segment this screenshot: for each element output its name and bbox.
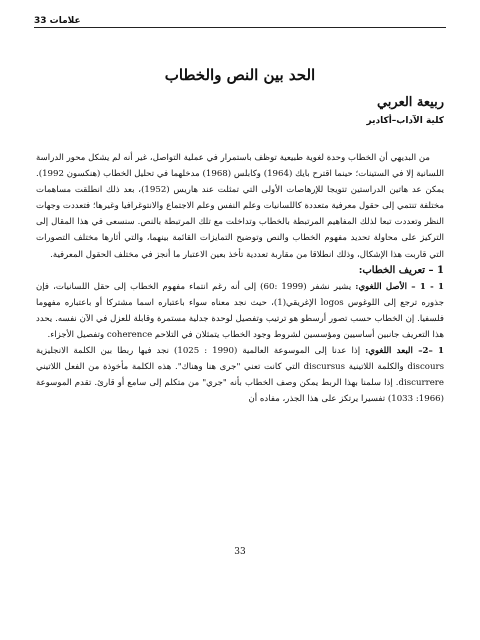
paragraph-1-1 [36,279,444,343]
subheading-1-1: 1 - 1 – الأصل اللغوي: [355,281,444,292]
intro-paragraph: من البديهي أن الخطاب وحدة لغوية طبيعية توظف باستمرار في عملية التواصل، غير أنه لم يشكل محور الدراسة اللسانية إلا في الستينات؛ حينما اقترح بايك (1964) وكابلس (1968) مدخلهما في تحليل الخطاب (هنكسون 1992). يمكن عد هاتين الدراستين تتويجا للإرهاصات الأولى التي تمثلت عند هاريس (1952)، بعد ذلك انطلقت مساهمات مختلفة تنتمي إلى حقول معرفية متعددة كاللسانيات وعلم النفس وعلم الاجتماع والانتوغرافيا وغيرها؛ فتعددت وجهات النظر وتعددت تبعا لذلك المفاهيم المرتبطة بالخطاب وتداخلت مع تلك المرتبطة بالنص. سنسعى في هذا المقال إلى التركيز على محاولة تحديد مفهوم الخطاب والنص وتوضيح التمايزات القائمة بينهما، والتي أثارها مختلف التصورات التي قاربت هذا الإشكال، وذلك انطلاقا من مقاربة تعددية تأخذ بعين الاعتبار ما أنجز في مختلف الحقول المعرفية. [36,153,445,260]
header-rule [34,27,446,28]
author-affiliation: كلية الآداب–أكادير [366,116,444,126]
section-heading [36,263,444,279]
paragraph-1-1-text: يشير نشفر (1999 :60) إلى أنه رغم انتماء مفهوم الخطاب إلى حقل اللسانيات، فإن جذوره ترجع إلى اللوغوس logos الإغريقي(1)، حيث نجد معناه سواء باعتباره اسما مشتركا أو باعتباره مفهوما فلسفيا. إن الخطاب حسب تصور أرسطو هو ترتيب وتفصيل لوحدة جدلية مستمرة وقابلة للعزل في الآن نفسه. يحدد هذا التعريف جانبين أساسيين ومؤسسين لشروط وجود الخطاب يتمثلان في التلاحم coherence وتفصيل الأجزاء. [36,281,445,341]
running-header [34,14,446,28]
page-number: 33 [234,547,246,557]
subheading-1-2: 1 –2– البعد اللغوي: [365,346,445,357]
section-heading-text: 1 – تعريف الخطاب: [358,264,444,276]
article-body [36,150,444,408]
paragraph-1-2-text: إذا عدنا إلى الموسوعة العالمية (1990 : 1025) نجد فيها ربطا بين الكلمة الانجليزية discours والكلمة اللاتينية discursus التي كانت تعني "جرى هنا وهناك". هذه الكلمة مأخوذة من الفعل اللاتيني discurrere. إذا سلمنا بهذا الربط يمكن وصف الخطاب بأنه "جري" من متكلم إلى سامع أو قارئ. تقدم الموسوعة (1966: 1033) تفسيرا يرتكز على هذا الجذر، مفاده أن [36,346,445,405]
journal-issue-label: علامات 33 [34,16,81,26]
author-name: ربيعة العربي [376,95,444,110]
article-title: الحد بين النص والخطاب [164,66,316,84]
paragraph-1-2 [36,343,444,407]
